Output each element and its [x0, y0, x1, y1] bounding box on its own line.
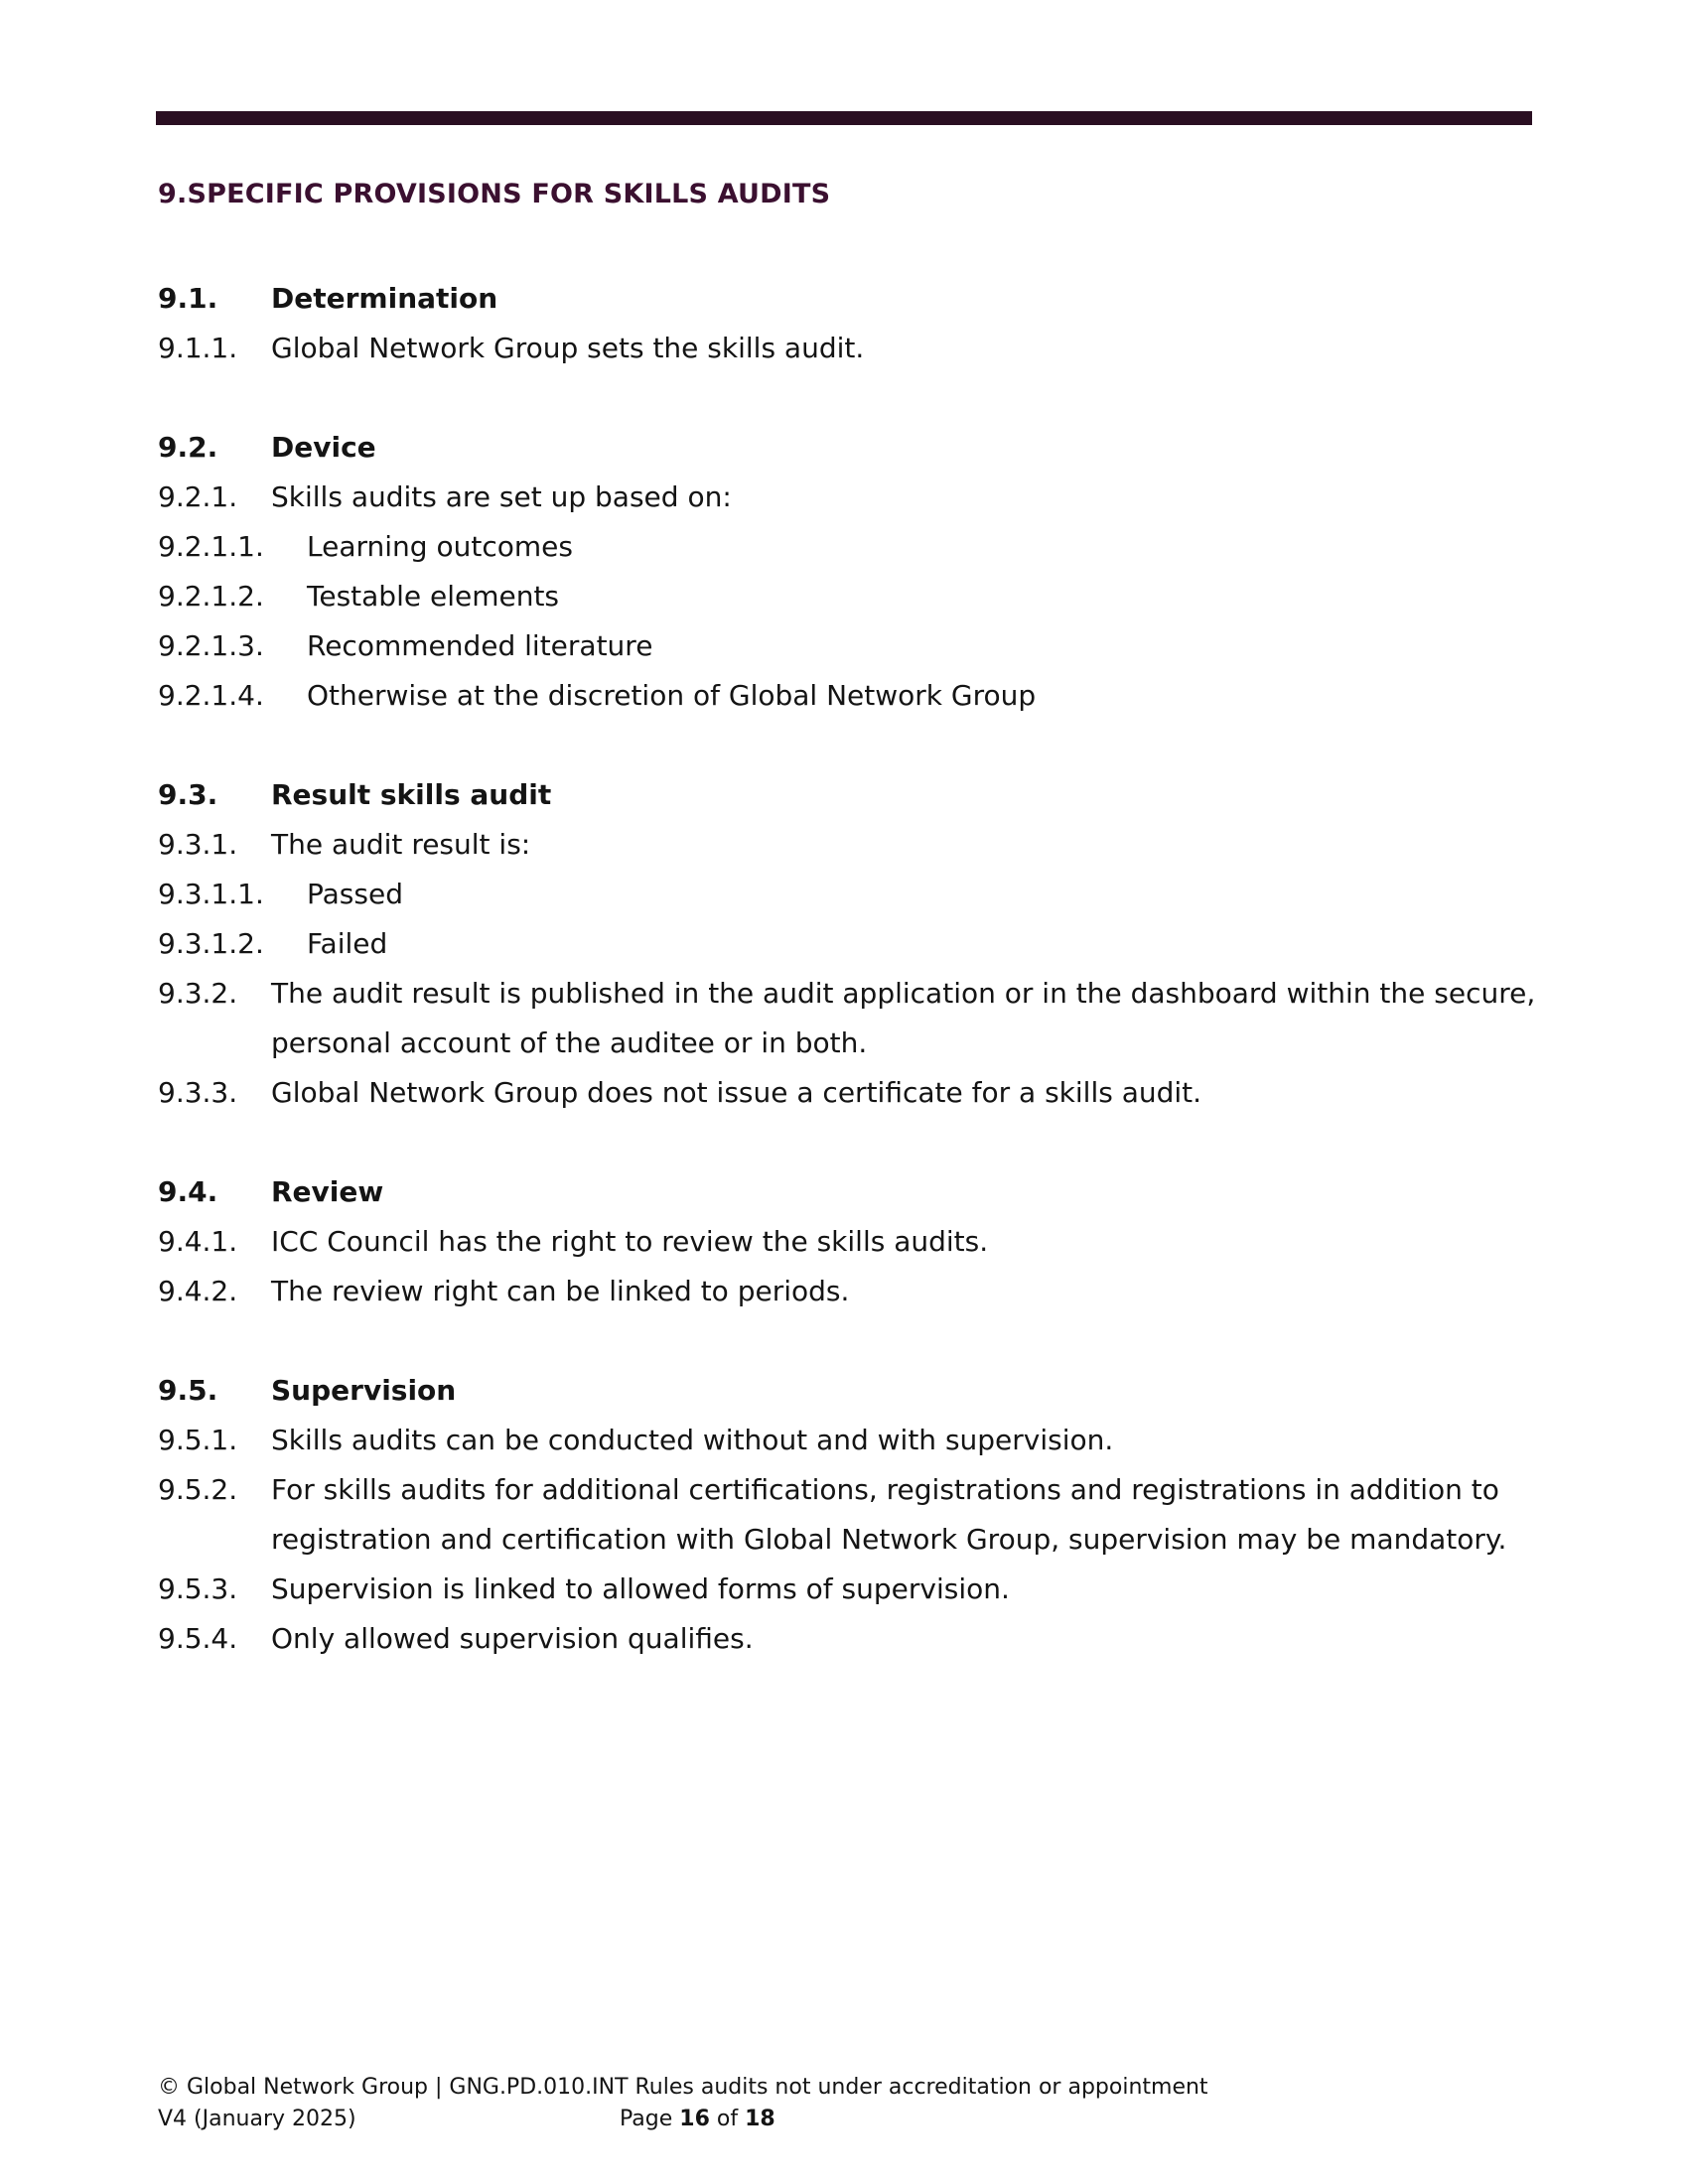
section-supervision: [158, 1366, 1538, 1664]
item-number: 9.5.1.: [158, 1424, 238, 1456]
item-number: 9.3.1.: [158, 828, 238, 861]
sub-item-text: Otherwise at the discretion of Global Network Group: [307, 679, 1037, 712]
section-number: 9.5.: [158, 1374, 218, 1407]
sub-item-text: Testable elements: [307, 580, 560, 613]
item-number: 9.5.2.: [158, 1473, 238, 1506]
sub-item-number: 9.2.1.2.: [158, 580, 264, 613]
section-device: [158, 423, 1538, 721]
item-text: For skills audits for additional certifications, registrations and registrations in addition to registration and certification with Global Network Group, supervision may be mandatory.: [271, 1473, 1507, 1556]
sub-item-number: 9.2.1.1.: [158, 530, 264, 563]
item-text: Global Network Group sets the skills audit.: [271, 332, 865, 364]
sub-item-text: Learning outcomes: [307, 530, 573, 563]
sub-item-number: 9.2.1.4.: [158, 679, 264, 712]
section-result-skills-audit: [158, 770, 1538, 1118]
page-total: 18: [745, 2107, 775, 2131]
item-number: 9.3.2.: [158, 977, 238, 1010]
item-number: 9.1.1.: [158, 332, 238, 364]
list-item: [158, 1614, 1538, 1664]
sub-item-text: Recommended literature: [307, 629, 653, 662]
section-title: Determination: [271, 282, 498, 315]
sub-list-item: [158, 671, 1538, 721]
item-number: 9.4.2.: [158, 1275, 238, 1307]
list-item: [158, 1416, 1538, 1465]
item-text: Supervision is linked to allowed forms of supervision.: [271, 1572, 1010, 1605]
section-title: Result skills audit: [271, 778, 552, 811]
list-item: [158, 324, 1538, 373]
section-title: Review: [271, 1175, 384, 1208]
sub-list-item: [158, 572, 1538, 621]
section-title: Device: [271, 431, 376, 464]
chapter-title: 9.SPECIFIC PROVISIONS FOR SKILLS AUDITS: [158, 179, 831, 209]
footer-copyright: © Global Network Group | GNG.PD.010.INT Rules audits not under accreditation or appointment: [158, 2075, 1208, 2100]
list-item: [158, 1465, 1538, 1565]
page-label: Page: [620, 2107, 673, 2131]
section-heading: [158, 1366, 1538, 1416]
section-number: 9.1.: [158, 282, 218, 315]
list-item: [158, 1267, 1538, 1316]
item-text: Only allowed supervision qualifies.: [271, 1622, 754, 1655]
item-text: The audit result is:: [271, 828, 531, 861]
sub-item-number: 9.2.1.3.: [158, 629, 264, 662]
list-item: [158, 1217, 1538, 1267]
item-text: The audit result is published in the audit application or in the dashboard within the secure, personal account of the auditee or in both.: [271, 977, 1536, 1059]
header-rule: [156, 111, 1532, 125]
section-number: 9.2.: [158, 431, 218, 464]
page-of: of: [716, 2107, 739, 2131]
item-number: 9.5.4.: [158, 1622, 238, 1655]
section-number: 9.3.: [158, 778, 218, 811]
section-heading: [158, 423, 1538, 473]
item-number: 9.4.1.: [158, 1225, 238, 1258]
section-review: [158, 1167, 1538, 1316]
item-text: Skills audits are set up based on:: [271, 480, 732, 513]
sub-item-number: 9.3.1.2.: [158, 927, 264, 960]
item-number: 9.3.3.: [158, 1076, 238, 1109]
item-number: 9.2.1.: [158, 480, 238, 513]
section-determination: [158, 274, 1538, 373]
section-heading: [158, 1167, 1538, 1217]
page-current: 16: [679, 2107, 710, 2131]
page-footer: [158, 2072, 1208, 2135]
list-item: [158, 820, 1538, 870]
item-text: The review right can be linked to periods.: [271, 1275, 850, 1307]
sub-list-item: [158, 522, 1538, 572]
list-item: [158, 1068, 1538, 1118]
sub-list-item: [158, 870, 1538, 919]
section-title: Supervision: [271, 1374, 457, 1407]
sub-item-text: Failed: [307, 927, 388, 960]
sub-item-text: Passed: [307, 878, 403, 910]
list-item: [158, 969, 1538, 1068]
section-heading: [158, 770, 1538, 820]
item-text: Skills audits can be conducted without and with supervision.: [271, 1424, 1114, 1456]
page-indicator: [620, 2104, 775, 2135]
list-item: [158, 473, 1538, 522]
item-text: ICC Council has the right to review the skills audits.: [271, 1225, 989, 1258]
footer-meta: [158, 2104, 1208, 2135]
sub-list-item: [158, 621, 1538, 671]
list-item: [158, 1565, 1538, 1614]
item-text: Global Network Group does not issue a certificate for a skills audit.: [271, 1076, 1202, 1109]
document-body: [158, 274, 1538, 1713]
item-number: 9.5.3.: [158, 1572, 238, 1605]
section-heading: [158, 274, 1538, 324]
sub-item-number: 9.3.1.1.: [158, 878, 264, 910]
sub-list-item: [158, 919, 1538, 969]
section-number: 9.4.: [158, 1175, 218, 1208]
footer-version: V4 (January 2025): [158, 2107, 356, 2131]
